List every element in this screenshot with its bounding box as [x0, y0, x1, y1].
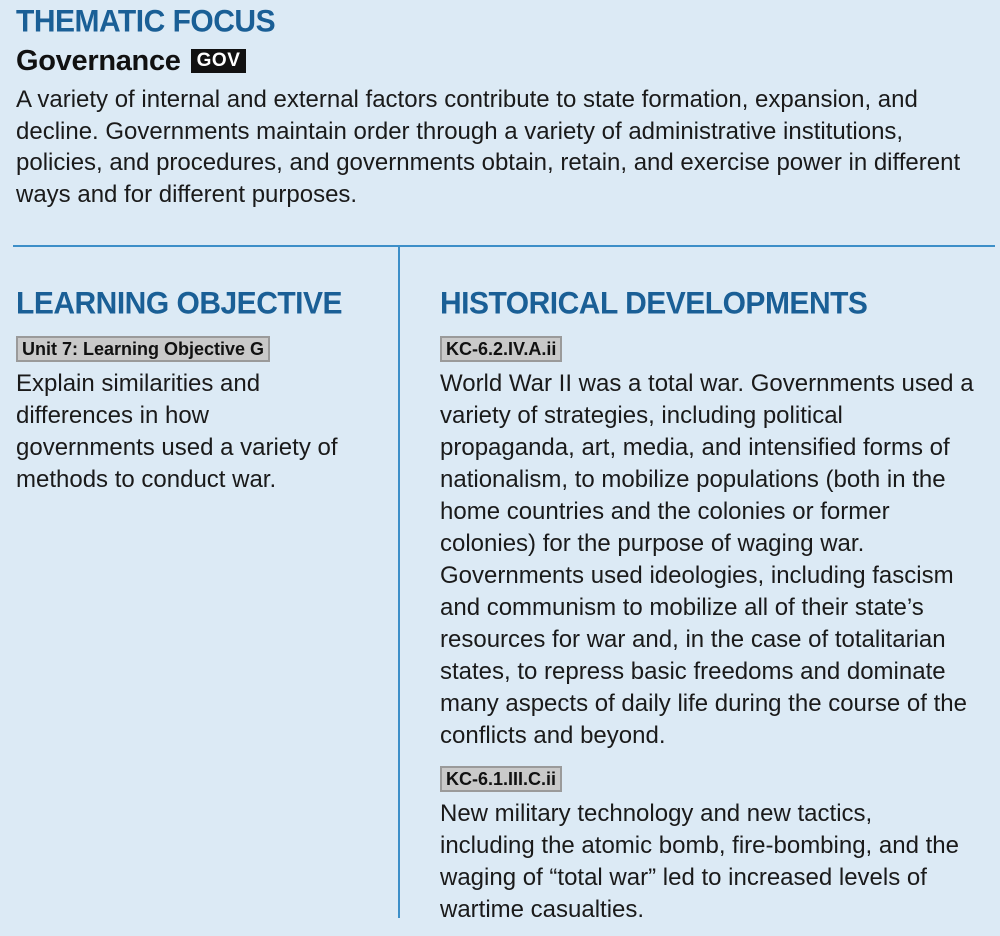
- theme-title-row: [16, 44, 986, 78]
- learning-objective-tag: Unit 7: Learning Objective G: [16, 336, 270, 362]
- key-concept-block: [440, 320, 990, 752]
- learning-objective-text: Explain similarities and differences in how governments used a variety of methods to conduct war.: [16, 370, 338, 493]
- thematic-focus-heading: THEMATIC FOCUS: [16, 4, 276, 39]
- historical-developments-section: [440, 286, 990, 926]
- key-concept-text: World War II was a total war. Governments used a variety of strategies, including political propaganda, art, media, and intensified forms of nationalism, to mobilize populations (both in the home countries and the colonies or former colonies) for the purpose of waging war. Governments used ideologies, including fascism and communism to mobilize all of their state’s resources for war and, in the case of totalitarian states, to repress basic freedoms and dominate many aspects of daily life during the course of the conflicts and beyond.: [440, 370, 974, 749]
- theme-title: Governance: [16, 45, 181, 77]
- key-concept-block: [440, 752, 990, 926]
- learning-objective-section: [16, 286, 386, 496]
- key-concept-text: New military technology and new tactics, including the atomic bomb, fire-bombing, and the waging of “total war” led to increased levels of wartime casualties.: [440, 800, 959, 923]
- vertical-divider: [398, 246, 400, 918]
- key-concept-tag: KC-6.1.III.C.ii: [440, 766, 562, 792]
- horizontal-divider: [13, 245, 995, 247]
- learning-objective-heading: LEARNING OBJECTIVE: [16, 286, 343, 321]
- historical-developments-heading: HISTORICAL DEVELOPMENTS: [440, 286, 868, 321]
- theme-description: A variety of internal and external factors contribute to state formation, expansion, and decline. Governments maintain order through a variety of administrative institutions, policies, and procedures, and governments obtain, retain, and exercise power in different ways and for different purposes.: [16, 86, 961, 208]
- theme-code-badge: GOV: [191, 49, 247, 73]
- key-concept-tag: KC-6.2.IV.A.ii: [440, 336, 562, 362]
- thematic-focus-section: [16, 4, 986, 210]
